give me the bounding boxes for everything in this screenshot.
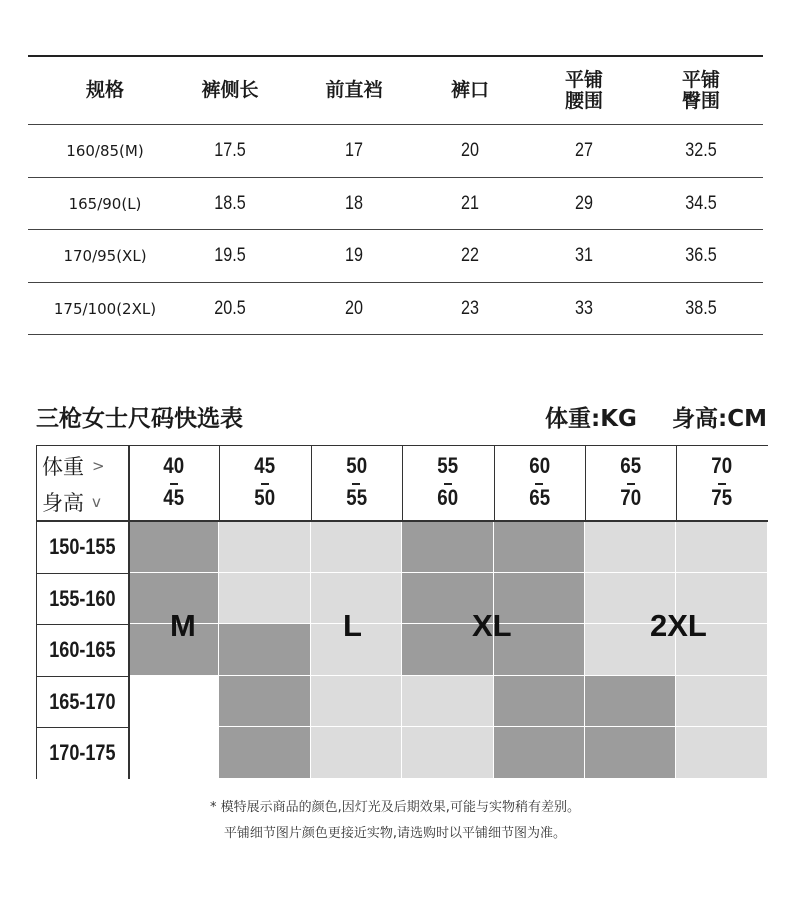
measurement-cell: 29	[575, 192, 593, 214]
height-range-label: 165-170	[48, 688, 116, 714]
size-cell	[128, 521, 219, 573]
size-cell	[402, 521, 493, 573]
weight-min: 45	[254, 453, 276, 478]
height-axis-label: 身高 v	[42, 491, 101, 515]
weight-max: 70	[620, 485, 642, 510]
measurement-cell: 20	[345, 297, 363, 319]
table-header-cell	[50, 57, 160, 124]
size-cell	[494, 676, 585, 728]
weight-unit: 体重:KG	[545, 406, 637, 432]
height-range-label: 170-175	[48, 740, 116, 766]
weight-range-header	[585, 445, 676, 521]
measurement-cell: 18	[345, 192, 363, 214]
size-spec-cell: 175/100(2XL)	[53, 299, 157, 318]
measurement-cell: 33	[575, 297, 593, 319]
table-header-cell	[415, 57, 525, 124]
size-cell	[311, 676, 402, 728]
weight-min: 50	[346, 453, 367, 478]
size-cell	[219, 521, 310, 573]
weight-max: 60	[437, 485, 459, 510]
weight-max: 50	[254, 485, 276, 510]
weight-range-header	[219, 445, 310, 521]
grid-header-line	[36, 520, 768, 522]
measurement-cell: 20	[461, 140, 479, 162]
weight-min: 60	[528, 453, 550, 478]
header-line: 规格	[85, 79, 124, 101]
chart-title: 三枪女士尺码快选表	[36, 406, 243, 432]
header-divider	[311, 445, 312, 521]
size-cell	[585, 727, 676, 779]
size-cell	[219, 624, 310, 676]
measurement-cell: 32.5	[685, 140, 717, 162]
header-text	[682, 70, 720, 112]
grid-top-line	[36, 445, 768, 446]
table-header-cell	[175, 57, 285, 124]
measurement-cell: 22	[461, 245, 479, 267]
size-cell	[676, 727, 767, 779]
weight-min: 65	[620, 453, 642, 478]
disclaimer-note-2: 平铺细节图片颜色更接近实物,请选购时以平铺细节图为准。	[223, 826, 567, 841]
weight-min: 55	[437, 453, 459, 478]
measurement-cell: 31	[575, 245, 593, 267]
table-row-rule	[28, 334, 763, 335]
height-range-header	[36, 676, 128, 728]
measurement-cell: 17.5	[214, 140, 246, 162]
size-cell	[494, 727, 585, 779]
header-line: 腰围	[564, 89, 603, 112]
weight-min: 70	[711, 453, 733, 478]
header-text	[325, 80, 382, 101]
header-divider	[494, 445, 495, 521]
weight-range-header	[494, 445, 585, 521]
height-unit: 身高:CM	[672, 406, 767, 432]
size-cell	[676, 521, 767, 573]
size-zone-label: 2XL	[650, 608, 707, 643]
height-range-label: 155-160	[48, 585, 116, 611]
weight-range-header	[128, 445, 219, 521]
table-header-cell	[646, 57, 756, 124]
size-cell	[402, 676, 493, 728]
measurement-cell: 23	[461, 297, 479, 319]
header-divider	[585, 445, 586, 521]
size-cell	[219, 676, 310, 728]
size-zone-label: L	[343, 608, 362, 643]
height-range-header	[36, 727, 128, 779]
chevron-down-icon: v	[92, 493, 101, 511]
grid-axis-line	[128, 445, 130, 779]
table-header-cell	[529, 57, 639, 124]
header-text	[201, 80, 258, 101]
measurement-cell: 34.5	[685, 192, 717, 214]
height-range-header	[36, 573, 128, 625]
header-line: 臀围	[681, 89, 720, 112]
measurement-cell: 27	[575, 140, 593, 162]
size-cell	[676, 676, 767, 728]
size-cell	[585, 676, 676, 728]
header-text	[565, 70, 603, 112]
size-spec-cell: 170/95(XL)	[63, 247, 147, 266]
row-divider	[36, 624, 128, 625]
size-cell	[128, 676, 219, 728]
weight-range-header	[676, 445, 767, 521]
size-spec-cell: 160/85(M)	[66, 142, 144, 161]
measurement-cell: 21	[461, 192, 479, 214]
size-cell	[402, 727, 493, 779]
height-range-header	[36, 624, 128, 676]
size-zone-label: M	[170, 608, 196, 643]
weight-range-header	[402, 445, 493, 521]
weight-range-header	[311, 445, 402, 521]
size-cell	[219, 727, 310, 779]
disclaimer-note-1: * 模特展示商品的颜色,因灯光及后期效果,可能与实物稍有差别。	[210, 800, 580, 815]
header-divider	[219, 445, 220, 521]
height-range-label: 160-165	[48, 637, 116, 663]
size-cell	[219, 573, 310, 625]
weight-max: 75	[711, 485, 733, 510]
measurement-cell: 19	[345, 245, 363, 267]
row-divider	[36, 727, 128, 728]
header-line: 裤侧长	[201, 79, 259, 101]
header-divider	[676, 445, 677, 521]
weight-max: 65	[528, 485, 550, 510]
row-divider	[36, 573, 128, 574]
height-range-header	[36, 521, 128, 573]
size-zone-label: XL	[472, 608, 512, 643]
header-line: 前直裆	[325, 79, 383, 101]
weight-axis-label: 体重 >	[42, 455, 105, 479]
measurement-cell: 19.5	[214, 245, 246, 267]
weight-max: 45	[163, 485, 185, 510]
weight-min: 40	[163, 453, 185, 478]
header-divider	[402, 445, 403, 521]
size-cell	[311, 727, 402, 779]
height-range-label: 150-155	[48, 534, 116, 559]
header-line: 平铺	[681, 68, 720, 91]
size-cell	[494, 521, 585, 573]
header-line: 平铺	[564, 68, 603, 91]
size-cell	[128, 727, 219, 779]
size-cell	[311, 521, 402, 573]
measurement-cell: 36.5	[685, 245, 717, 267]
size-spec-cell: 165/90(L)	[68, 194, 142, 213]
size-cell	[585, 521, 676, 573]
header-text	[451, 80, 489, 101]
size-quick-grid	[36, 445, 768, 779]
measurement-cell: 38.5	[685, 297, 717, 319]
row-divider	[36, 676, 128, 677]
measurement-cell: 18.5	[214, 192, 246, 214]
grid-left-line	[36, 445, 37, 779]
measurement-cell: 17	[345, 140, 363, 162]
measurement-cell: 20.5	[214, 297, 246, 319]
header-line: 裤口	[450, 79, 489, 101]
header-text	[86, 80, 124, 101]
weight-max: 55	[346, 485, 367, 510]
chevron-right-icon: >	[92, 457, 105, 475]
table-header-cell	[299, 57, 409, 124]
